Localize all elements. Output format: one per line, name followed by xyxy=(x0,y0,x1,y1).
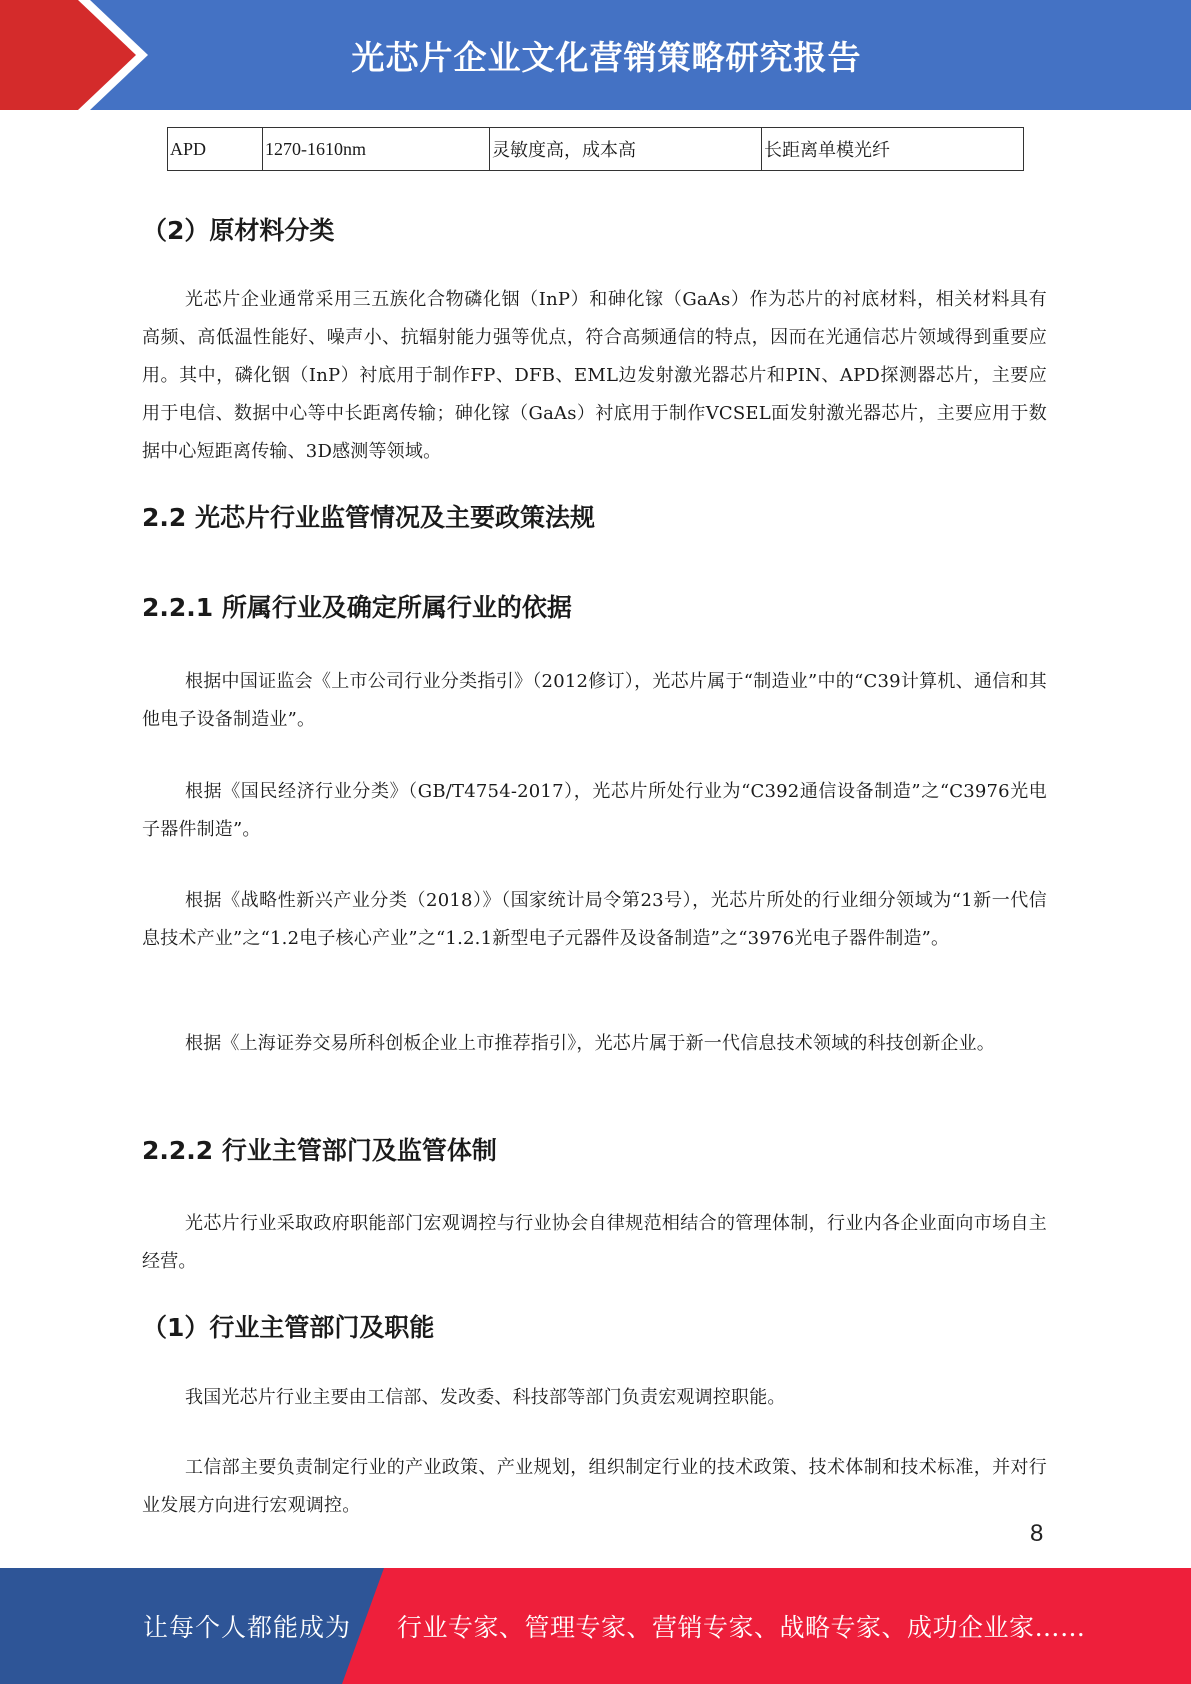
heading-departments: （1）行业主管部门及职能 xyxy=(142,1313,435,1342)
heading-section-2-2: 2.2 光芯片行业监管情况及主要政策法规 xyxy=(142,503,595,532)
paragraph-raw-materials: 光芯片企业通常采用三五族化合物磷化铟（InP）和砷化镓（GaAs）作为芯片的衬底材料，相关材料具有高频、高低温性能好、噪声小、抗辐射能力强等优点，符合高频通信的特点，因而在光通信芯片领域得到重要应用。其中，磷化铟（InP）衬底用于制作FP、DFB、EML边发射激光器芯片和PIN、APD探测器芯片，主要应用于电信、数据中心等中长距离传输；砷化镓（GaAs）衬底用于制作VCSEL面发射激光器芯片，主要应用于数据中心短距离传输、3D感测等领域。 xyxy=(142,289,1047,462)
heading-section-2-2-1: 2.2.1 所属行业及确定所属行业的依据 xyxy=(142,593,572,622)
heading-raw-materials: （2）原材料分类 xyxy=(142,216,335,245)
paragraph-departments-b: 工信部主要负责制定行业的产业政策、产业规划，组织制定行业的技术政策、技术体制和技术标准，并对行业发展方向进行宏观调控。 xyxy=(142,1457,1047,1516)
paragraph-2-2-1-a: 根据中国证监会《上市公司行业分类指引》（2012修订），光芯片属于“制造业”中的“C39计算机、通信和其他电子设备制造业”。 xyxy=(142,671,1047,730)
paragraph-departments-a: 我国光芯片行业主要由工信部、发改委、科技部等部门负责宏观调控职能。 xyxy=(185,1387,786,1408)
footer-slogan-right: 行业专家、管理专家、营销专家、战略专家、成功企业家…… xyxy=(397,1613,1086,1642)
paragraph-2-2-1-c: 根据《战略性新兴产业分类（2018）》（国家统计局令第23号），光芯片所处的行业细分领域为“1新一代信息技术产业”之“1.2电子核心产业”之“1.2.1新型电子元器件及设备制造”之“3976光电子器件制造”。 xyxy=(142,890,1047,949)
table-cell-type: APD xyxy=(168,128,263,171)
page-footer xyxy=(0,1568,1191,1684)
report-title: 光芯片企业文化营销策略研究报告 xyxy=(351,37,862,77)
paragraph-2-2-1-d: 根据《上海证券交易所科创板企业上市推荐指引》，光芯片属于新一代信息技术领域的科技创新企业。 xyxy=(185,1033,995,1054)
spec-table xyxy=(167,127,1024,171)
page-number: 8 xyxy=(1030,1520,1044,1547)
table-cell-application: 长距离单模光纤 xyxy=(762,128,1024,171)
paragraph-2-2-2: 光芯片行业采取政府职能部门宏观调控与行业协会自律规范相结合的管理体制，行业内各企业面向市场自主经营。 xyxy=(142,1213,1047,1272)
table-row xyxy=(168,128,1024,171)
table-cell-feature: 灵敏度高，成本高 xyxy=(490,128,762,171)
page-header xyxy=(0,0,1191,110)
table-cell-wavelength: 1270-1610nm xyxy=(263,128,490,171)
footer-slogan-left: 让每个人都能成为 xyxy=(143,1613,352,1642)
heading-section-2-2-2: 2.2.2 行业主管部门及监管体制 xyxy=(142,1136,497,1165)
paragraph-2-2-1-b: 根据《国民经济行业分类》（GB/T4754-2017），光芯片所处行业为“C392通信设备制造”之“C3976光电子器件制造”。 xyxy=(142,781,1047,840)
